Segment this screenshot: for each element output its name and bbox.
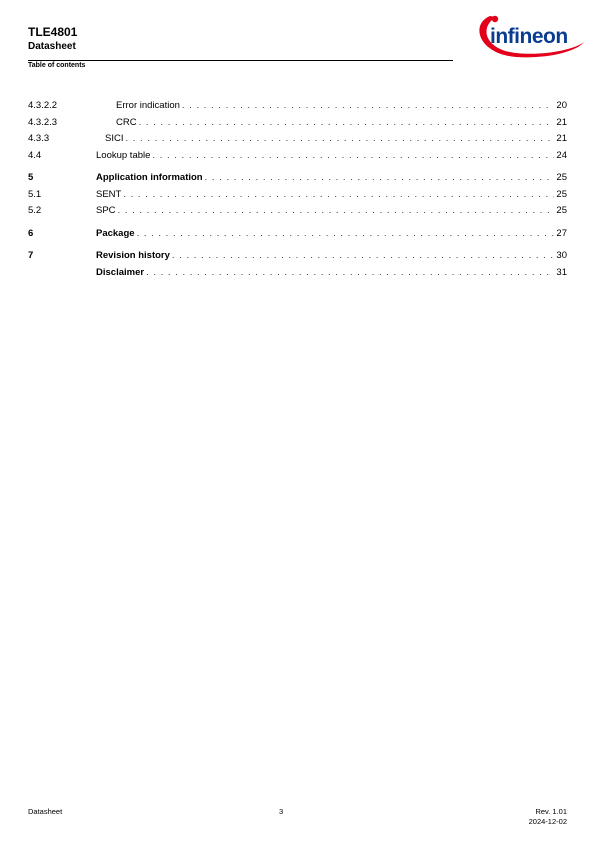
toc-entry[interactable] bbox=[28, 148, 567, 165]
toc-dot-leader bbox=[152, 148, 554, 165]
toc-entry-page[interactable]: 30 bbox=[556, 250, 567, 261]
toc-dot-leader bbox=[139, 115, 555, 132]
toc-dot-leader bbox=[205, 170, 555, 187]
toc-entry-title[interactable]: Revision history bbox=[96, 250, 170, 261]
toc-entry[interactable] bbox=[28, 115, 567, 132]
toc-entry-title[interactable]: CRC bbox=[116, 116, 137, 128]
toc-entry[interactable] bbox=[28, 131, 567, 148]
toc-entry[interactable] bbox=[28, 170, 567, 187]
toc-entry-page[interactable]: 25 bbox=[556, 205, 567, 216]
toc-entry-page[interactable]: 25 bbox=[556, 172, 567, 183]
toc-entry-title[interactable]: SENT bbox=[96, 188, 122, 200]
toc-entry[interactable] bbox=[28, 248, 567, 265]
logo-wordmark: infineon bbox=[490, 25, 568, 48]
toc-entry-title[interactable]: SPC bbox=[96, 205, 116, 216]
toc-entry-page[interactable]: 25 bbox=[556, 188, 567, 200]
header-product-title: TLE4801 bbox=[28, 25, 78, 39]
toc-entry-number: 4.3.2.3 bbox=[28, 116, 58, 128]
toc-entry-number: 4.4 bbox=[28, 149, 42, 161]
toc-dot-leader bbox=[172, 248, 555, 265]
header-doc-type: Datasheet bbox=[28, 41, 76, 52]
header-rule bbox=[28, 60, 453, 61]
toc-entry[interactable] bbox=[28, 187, 567, 204]
logo-i-dot bbox=[492, 16, 498, 22]
toc-dot-leader bbox=[146, 265, 554, 282]
toc-dot-leader bbox=[137, 226, 555, 243]
toc-entry-number: 5.2 bbox=[28, 205, 42, 216]
toc-entry-number: 4.3.3 bbox=[28, 133, 50, 144]
toc-entry-page[interactable]: 20 bbox=[556, 100, 567, 111]
toc-entry[interactable] bbox=[28, 203, 567, 220]
toc-entry-title[interactable]: SICI bbox=[105, 133, 124, 144]
toc-entry-title[interactable]: Package bbox=[96, 227, 135, 239]
footer-date: 2024-12-02 bbox=[528, 817, 567, 826]
table-of-contents bbox=[28, 98, 567, 281]
infineon-logo-icon bbox=[476, 10, 588, 62]
toc-entry-title[interactable]: Application information bbox=[96, 172, 203, 183]
header-section-label: Table of contents bbox=[28, 62, 86, 69]
infineon-logo bbox=[476, 10, 588, 62]
toc-entry-page[interactable]: 24 bbox=[556, 149, 567, 161]
toc-entry-title[interactable]: Lookup table bbox=[96, 149, 151, 161]
toc-entry-page[interactable]: 21 bbox=[556, 133, 567, 144]
footer-revision: Rev. 1.01 bbox=[535, 807, 567, 816]
toc-entry-title[interactable]: Disclaimer bbox=[96, 266, 145, 278]
toc-entry-number: 6 bbox=[28, 227, 34, 239]
toc-dot-leader bbox=[118, 203, 555, 220]
toc-entry-page[interactable]: 21 bbox=[556, 116, 567, 128]
footer-page-number: 3 bbox=[279, 807, 284, 816]
toc-entry-number: 5 bbox=[28, 172, 34, 183]
toc-entry-page[interactable]: 27 bbox=[556, 227, 567, 239]
toc-entry-title[interactable]: Error indication bbox=[116, 100, 180, 111]
toc-dot-leader bbox=[123, 187, 554, 204]
toc-entry[interactable] bbox=[28, 98, 567, 115]
toc-entry[interactable] bbox=[28, 226, 567, 243]
toc-entry-number: 5.1 bbox=[28, 188, 42, 200]
toc-entry[interactable] bbox=[28, 265, 567, 282]
footer-doc-type: Datasheet bbox=[28, 807, 63, 816]
toc-dot-leader bbox=[182, 98, 555, 115]
toc-entry-number: 4.3.2.2 bbox=[28, 100, 58, 111]
toc-entry-page[interactable]: 31 bbox=[556, 266, 567, 278]
toc-entry-number: 7 bbox=[28, 250, 34, 261]
toc-dot-leader bbox=[125, 131, 554, 148]
